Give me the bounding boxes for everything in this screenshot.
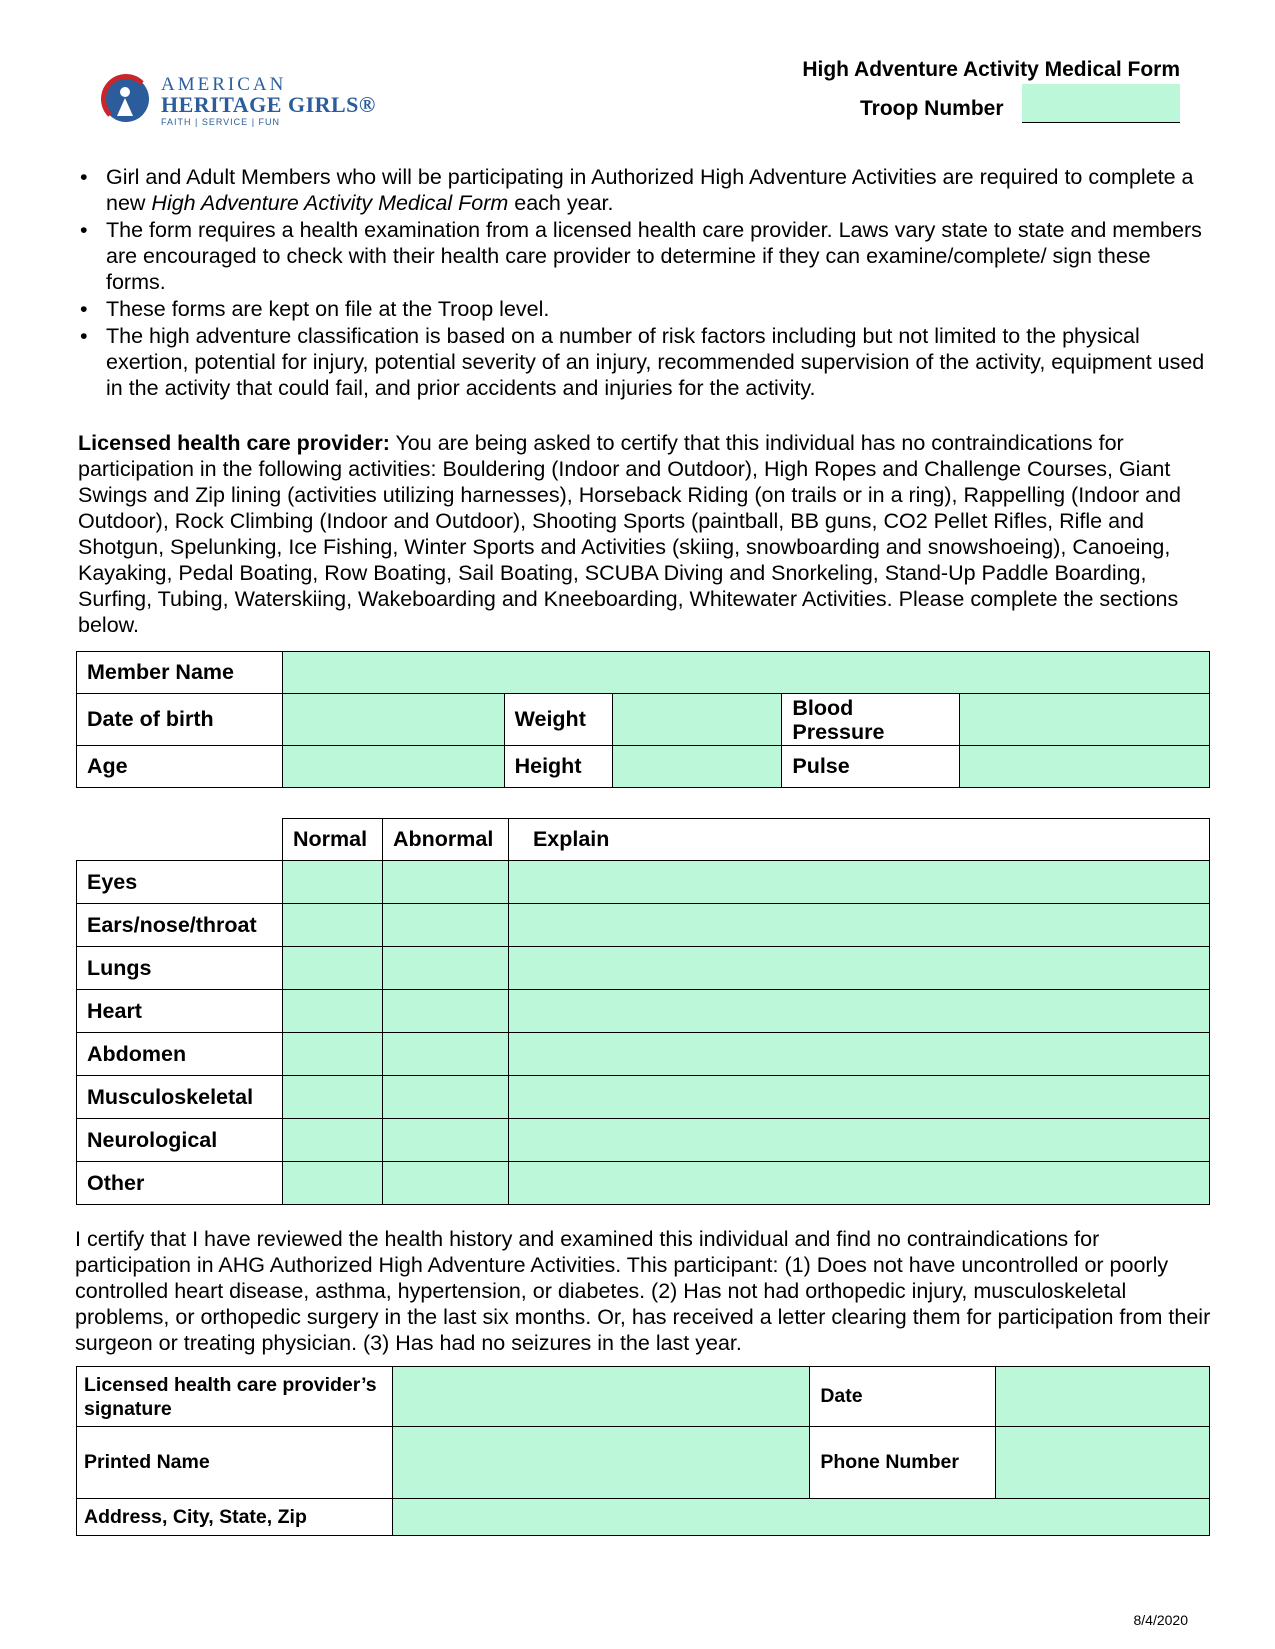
- revision-date: 8/4/2020: [1133, 1612, 1188, 1628]
- member-info-table: [76, 651, 1210, 788]
- eyes-abnormal-field[interactable]: [382, 861, 508, 904]
- table-row: [77, 1076, 1210, 1119]
- exam-row-label: Lungs: [77, 947, 283, 990]
- eyes-explain-field[interactable]: [508, 861, 1209, 904]
- neurological-normal-field[interactable]: [282, 1119, 382, 1162]
- pulse-label: Pulse: [782, 746, 960, 788]
- musculoskeletal-abnormal-field[interactable]: [382, 1076, 508, 1119]
- table-row: [77, 1033, 1210, 1076]
- lungs-explain-field[interactable]: [508, 947, 1209, 990]
- column-header-normal: Normal: [282, 819, 382, 861]
- ears-nose-throat-normal-field[interactable]: [282, 904, 382, 947]
- address-field[interactable]: [392, 1499, 1209, 1536]
- exam-row-label: Ears/nose/throat: [77, 904, 283, 947]
- other-normal-field[interactable]: [282, 1162, 382, 1205]
- ears-nose-throat-explain-field[interactable]: [508, 904, 1209, 947]
- weight-label: Weight: [504, 694, 612, 746]
- table-row: [77, 947, 1210, 990]
- exam-row-label: Musculoskeletal: [77, 1076, 283, 1119]
- troop-number-field[interactable]: [1022, 84, 1180, 123]
- height-label: Height: [504, 746, 612, 788]
- table-row: [77, 1162, 1210, 1205]
- phone-number-field[interactable]: [996, 1427, 1210, 1499]
- neurological-explain-field[interactable]: [508, 1119, 1209, 1162]
- table-row: [77, 861, 1210, 904]
- date-of-birth-label: Date of birth: [77, 694, 283, 746]
- exam-row-label: Other: [77, 1162, 283, 1205]
- logo-line-american: AMERICAN: [161, 74, 287, 95]
- troop-number-label: Troop Number: [860, 97, 1004, 120]
- lungs-normal-field[interactable]: [282, 947, 382, 990]
- musculoskeletal-normal-field[interactable]: [282, 1076, 382, 1119]
- printed-name-label: Printed Name: [77, 1427, 393, 1499]
- table-row: [77, 990, 1210, 1033]
- provider-instructions: Licensed health care provider: You are being asked to certify that this individual has no contraindications for participation in the following activities: Bouldering (Indoor and Outdoor), High Ropes and Challenge Courses, Giant Swings and Zip lining (activities utilizing harnesses), Horseback Riding (on trails or in a ring), Rappelling (Indoor and Outdoor), Rock Climbing (Indoor and Outdoor), Shooting Sports (paintball, BB guns, CO2 Pellet Rifles, Rifle and Shotgun, Spelunking, Ice Fishing, Winter Sports and Activities (skiing, snowboarding and snowshoeing), Canoeing, Kayaking, Pedal Boating, Row Boating, Sail Boating, SCUBA Diving and Snorkeling, Stand-Up Paddle Boarding, Surfing, Tubing, Waterskiing, Wakeboarding and Kneeboarding, Whitewater Activities. Please complete the sections below.: [78, 431, 1181, 637]
- other-abnormal-field[interactable]: [382, 1162, 508, 1205]
- weight-field[interactable]: [612, 694, 782, 746]
- phone-number-label: Phone Number: [810, 1427, 996, 1499]
- logo-line-heritage-girls: HERITAGE GIRLS®: [161, 92, 376, 117]
- blood-pressure-label: Blood Pressure: [782, 694, 960, 746]
- date-field[interactable]: [996, 1367, 1210, 1427]
- ahg-emblem-icon: [103, 76, 149, 122]
- age-field[interactable]: [282, 746, 504, 788]
- exam-row-label: Heart: [77, 990, 283, 1033]
- provider-table: [76, 1366, 1210, 1536]
- list-item: • Girl and Adult Members who will be participating in Authorized High Adventure Activities are required to complete a new High Adventure Activity Medical Form each year.: [78, 164, 1208, 216]
- date-label: Date: [810, 1367, 996, 1427]
- list-item: • The form requires a health examination from a licensed health care provider. Laws vary state to state and members are encouraged to check with their health care provider to determine if they can examine/complete/ sign these forms.: [78, 217, 1208, 295]
- logo-tagline: FAITH | SERVICE | FUN: [161, 117, 281, 127]
- heart-normal-field[interactable]: [282, 990, 382, 1033]
- list-item: • The high adventure classification is based on a number of risk factors including but not limited to the physical exertion, potential for injury, potential severity of an injury, recommended supervision of the activity, equipment used in the activity that could fail, and prior accidents and injuries for the activity.: [78, 323, 1208, 401]
- pulse-field[interactable]: [960, 746, 1210, 788]
- column-header-explain: Explain: [508, 819, 1209, 861]
- date-of-birth-field[interactable]: [282, 694, 504, 746]
- musculoskeletal-explain-field[interactable]: [508, 1076, 1209, 1119]
- provider-signature-label: Licensed health care provider’s signature: [77, 1367, 393, 1427]
- member-name-field[interactable]: [282, 652, 1209, 694]
- abdomen-abnormal-field[interactable]: [382, 1033, 508, 1076]
- exam-table: [76, 818, 1210, 1205]
- exam-row-label: Eyes: [77, 861, 283, 904]
- table-row: [77, 904, 1210, 947]
- heart-explain-field[interactable]: [508, 990, 1209, 1033]
- other-explain-field[interactable]: [508, 1162, 1209, 1205]
- abdomen-explain-field[interactable]: [508, 1033, 1209, 1076]
- ears-nose-throat-abnormal-field[interactable]: [382, 904, 508, 947]
- blood-pressure-field[interactable]: [960, 694, 1210, 746]
- exam-row-label: Abdomen: [77, 1033, 283, 1076]
- provider-signature-field[interactable]: [392, 1367, 810, 1427]
- table-row: [77, 1119, 1210, 1162]
- abdomen-normal-field[interactable]: [282, 1033, 382, 1076]
- age-label: Age: [77, 746, 283, 788]
- form-title: High Adventure Activity Medical Form: [802, 58, 1180, 81]
- member-name-label: Member Name: [77, 652, 283, 694]
- height-field[interactable]: [612, 746, 782, 788]
- printed-name-field[interactable]: [392, 1427, 810, 1499]
- requirements-list: [78, 164, 1208, 402]
- address-label: Address, City, State, Zip: [77, 1499, 393, 1536]
- certification-statement: I certify that I have reviewed the health history and examined this individual and find no contraindications for participation in AHG Authorized High Adventure Activities. This participant: (1) Does not have uncontrolled or poorly controlled heart disease, asthma, hypertension, or diabetes. (2) Has not had orthopedic injury, musculoskeletal problems, or orthopedic surgery in the last six months. Or, has received a letter clearing them for participation from their surgeon or treating physician. (3) Has had no seizures in the last year.: [75, 1227, 1211, 1355]
- exam-row-label: Neurological: [77, 1119, 283, 1162]
- exam-header-blank: [77, 819, 283, 861]
- lungs-abnormal-field[interactable]: [382, 947, 508, 990]
- eyes-normal-field[interactable]: [282, 861, 382, 904]
- provider-instructions-lead: Licensed health care provider:: [78, 431, 390, 455]
- neurological-abnormal-field[interactable]: [382, 1119, 508, 1162]
- column-header-abnormal: Abnormal: [382, 819, 508, 861]
- ahg-logo: [103, 72, 383, 132]
- list-item: • These forms are kept on file at the Troop level.: [78, 296, 1208, 322]
- heart-abnormal-field[interactable]: [382, 990, 508, 1033]
